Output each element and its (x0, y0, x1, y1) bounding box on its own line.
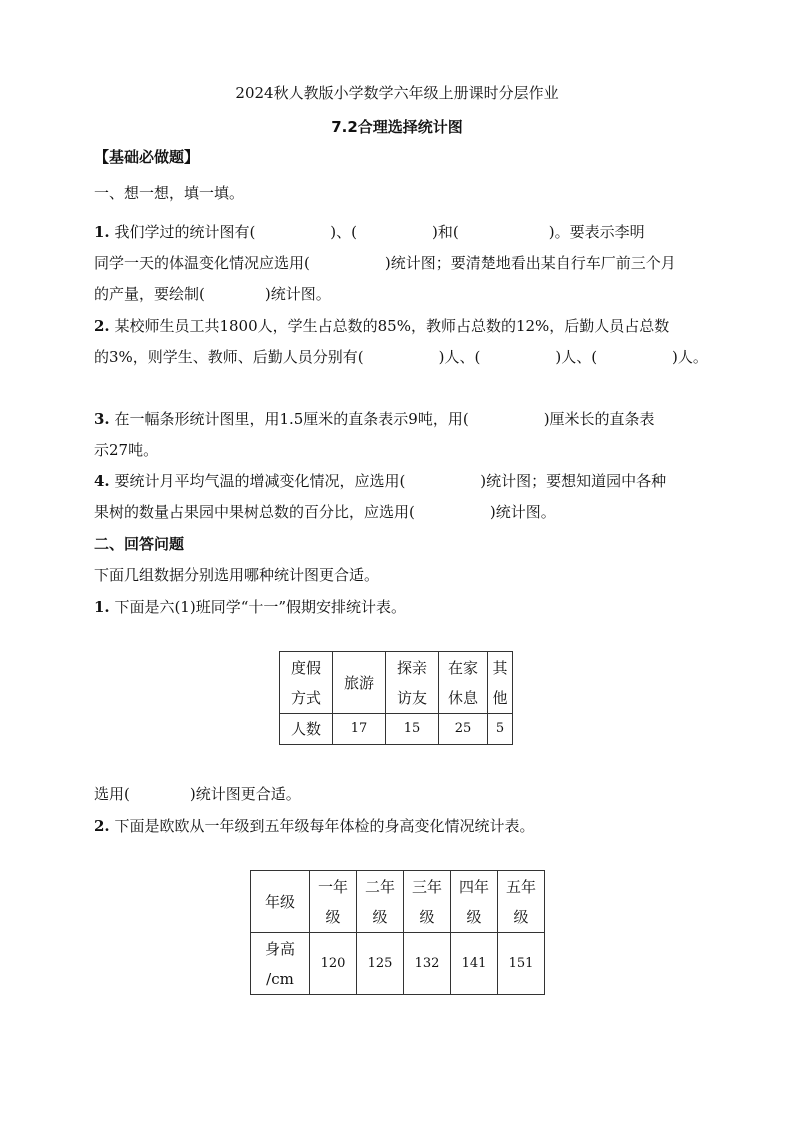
question-number: 4. (94, 472, 110, 490)
table-cell: 151 (498, 933, 545, 995)
question-number: 2. (94, 817, 110, 835)
question-text: 某校师生员工共1800人，学生占总数的85%，教师占总数的12%，后勤人员占总数 (114, 317, 670, 335)
question-number: 3. (94, 410, 110, 428)
table-cell: 二年 级 (357, 871, 404, 933)
table-cell: 身高 /cm (251, 933, 310, 995)
question-text: 在一幅条形统计图里，用1.5厘米的直条表示9吨，用( )厘米长的直条表 (114, 410, 655, 428)
table-cell: 三年 级 (404, 871, 451, 933)
table-cell: 5 (488, 714, 513, 745)
part2-question-1 (94, 596, 406, 617)
question-3-line-2: 示27吨。 (94, 441, 159, 459)
question-number: 1. (94, 223, 110, 241)
table-cell: 15 (386, 714, 439, 745)
table-cell: 17 (333, 714, 386, 745)
part2-question-2 (94, 815, 534, 836)
question-text: 下面是欧欧从一年级到五年级每年体检的身高变化情况统计表。 (114, 817, 535, 835)
part2-heading: 二、回答问题 (94, 535, 185, 553)
table-cell: 度假 方式 (280, 652, 333, 714)
part1-heading: 一、想一想，填一填。 (94, 184, 245, 202)
table-cell: 四年 级 (451, 871, 498, 933)
table-cell: 人数 (280, 714, 333, 745)
table-cell: 五年 级 (498, 871, 545, 933)
question-1-line-2: 同学一天的体温变化情况应选用( )统计图；要清楚地看出某自行车厂前三个月 (94, 254, 676, 272)
table-cell: 一年 级 (310, 871, 357, 933)
question-2-line-2: 的3%，则学生、教师、后勤人员分别有( )人、( )人、( )人。 (94, 348, 708, 366)
question-text: 我们学过的统计图有( )、( )和( )。要表示李明 (114, 223, 645, 241)
table-cell: 其 他 (488, 652, 513, 714)
question-number: 1. (94, 598, 110, 616)
question-1-line-1 (94, 221, 645, 242)
question-1-answer: 选用( )统计图更合适。 (94, 785, 301, 803)
question-text: 下面是六(1)班同学“十一”假期安排统计表。 (114, 598, 407, 616)
section-basic-heading: 【基础必做题】 (94, 148, 200, 166)
table-cell: 141 (451, 933, 498, 995)
question-4-line-2: 果树的数量占果园中果树总数的百分比，应选用( )统计图。 (94, 503, 556, 521)
table-cell: 探亲 访友 (386, 652, 439, 714)
question-3-line-1 (94, 408, 655, 429)
question-4-line-1 (94, 470, 666, 491)
table-cell: 年级 (251, 871, 310, 933)
lesson-title: 7.2合理选择统计图 (331, 118, 463, 136)
question-number: 2. (94, 317, 110, 335)
table-cell: 在家 休息 (439, 652, 488, 714)
question-1-line-3: 的产量，要绘制( )统计图。 (94, 285, 331, 303)
table-cell: 旅游 (333, 652, 386, 714)
part2-intro: 下面几组数据分别选用哪种统计图更合适。 (94, 566, 380, 584)
table-cell: 120 (310, 933, 357, 995)
question-text: 要统计月平均气温的增减变化情况，应选用( )统计图；要想知道园中各种 (114, 472, 667, 490)
table-cell: 125 (357, 933, 404, 995)
vacation-table (279, 651, 513, 745)
table-cell: 25 (439, 714, 488, 745)
question-2-line-1 (94, 315, 669, 336)
table-cell: 132 (404, 933, 451, 995)
page-title: 2024秋人教版小学数学六年级上册课时分层作业 (235, 84, 559, 102)
height-table (250, 870, 545, 995)
